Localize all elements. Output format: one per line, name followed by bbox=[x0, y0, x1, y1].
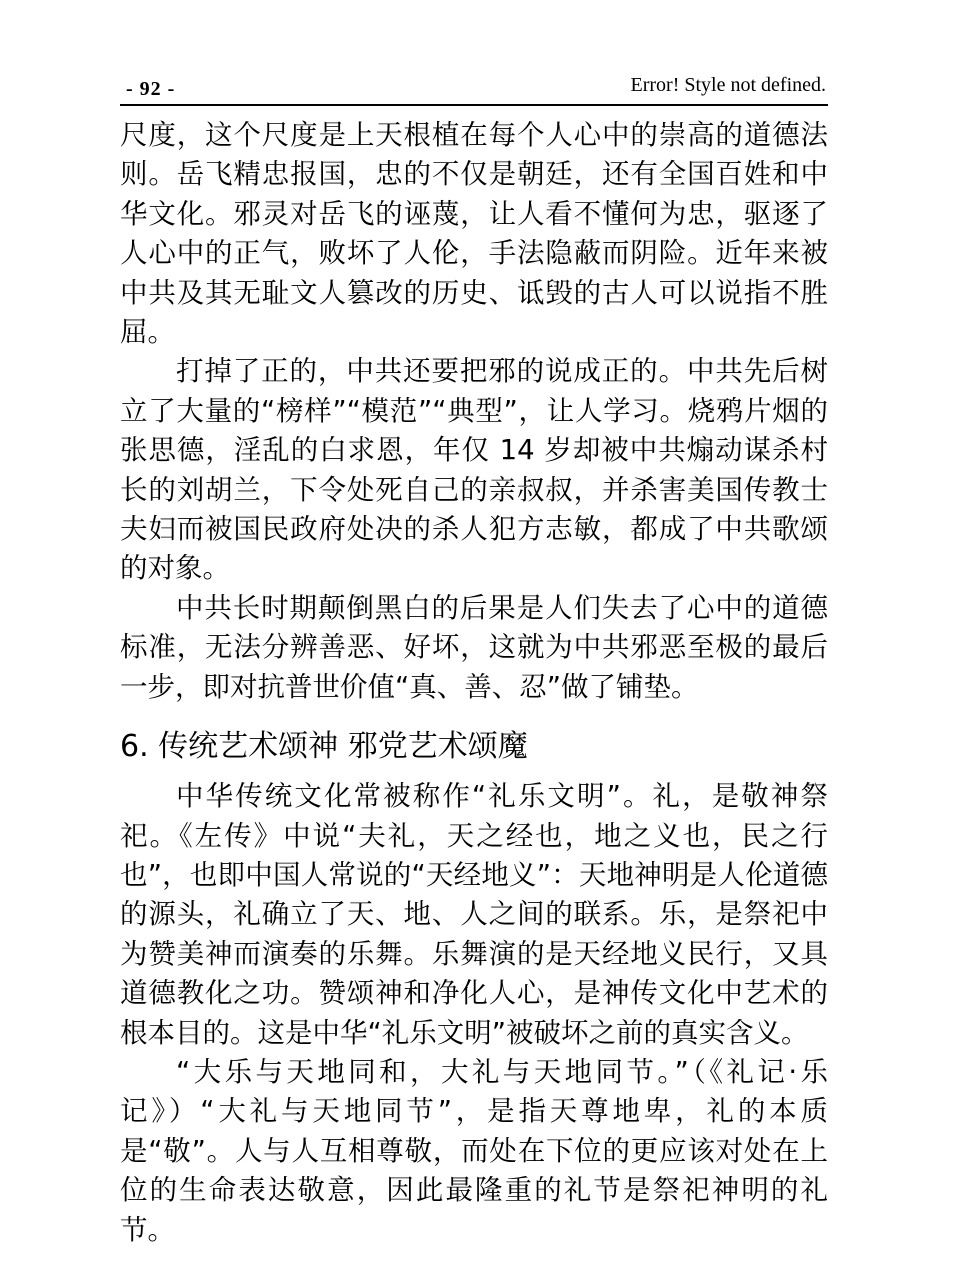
paragraph-continued: 尺度，这个尺度是上天根植在每个人心中的崇高的道德法则。岳飞精忠报国，忠的不仅是朝廷，还有全国百姓和中华文化。邪灵对岳飞的诬蔑，让人看不懂何为忠，驱逐了人心中的正气，败坏了人伦，手法隐蔽而阴险。近年来被中共及其无耻文人篡改的历史、诋毁的古人可以说指不胜屈。 bbox=[120, 119, 828, 349]
running-title: Error! Style not defined. bbox=[630, 74, 826, 96]
section-heading: 6. 传统艺术颂神 邪党艺术颂魔 bbox=[120, 729, 528, 765]
paragraph: “大乐与天地同和，大礼与天地同节。”（《礼记·乐记》）“大礼与天地同节”，是指天尊地卑，礼的本质是“敬”。人与人互相尊敬，而处在下位的更应该对处在上位的生命表达敬意，因此最隆重的礼节是祭祀神明的礼节。 bbox=[120, 1055, 828, 1246]
paragraph: 打掉了正的，中共还要把邪的说成正的。中共先后树立了大量的“榜样”“模范”“典型”，让人学习。烧鸦片烟的张思德，淫乱的白求恩，年仅 14 岁却被中共煽动谋杀村长的刘胡兰，下令处死自己的亲叔叔，并杀害美国传教士夫妇而被国民政府处决的杀人犯方志敏，都成了中共歌颂的对象。 bbox=[120, 355, 828, 585]
body-text bbox=[120, 116, 828, 1250]
page-number: - 92 - bbox=[126, 78, 176, 100]
paragraph: 中共长时期颠倒黑白的后果是人们失去了心中的道德标准，无法分辨善恶、好坏，这就为中共邪恶至极的最后一步，即对抗普世价值“真、善、忍”做了铺垫。 bbox=[120, 591, 828, 703]
page-header bbox=[120, 70, 828, 106]
paragraph: 中华传统文化常被称作“礼乐文明”。礼，是敬神祭祀。《左传》中说“夫礼，天之经也，地之义也，民之行也”，也即中国人常说的“天经地义”：天地神明是人伦道德的源头，礼确立了天、地、人之间的联系。乐，是祭祀中为赞美神而演奏的乐舞。乐舞演的是天经地义民行，又具道德教化之功。赞颂神和净化人心，是神传文化中艺术的根本目的。这是中华“礼乐文明”被破坏之前的真实含义。 bbox=[120, 780, 828, 1049]
